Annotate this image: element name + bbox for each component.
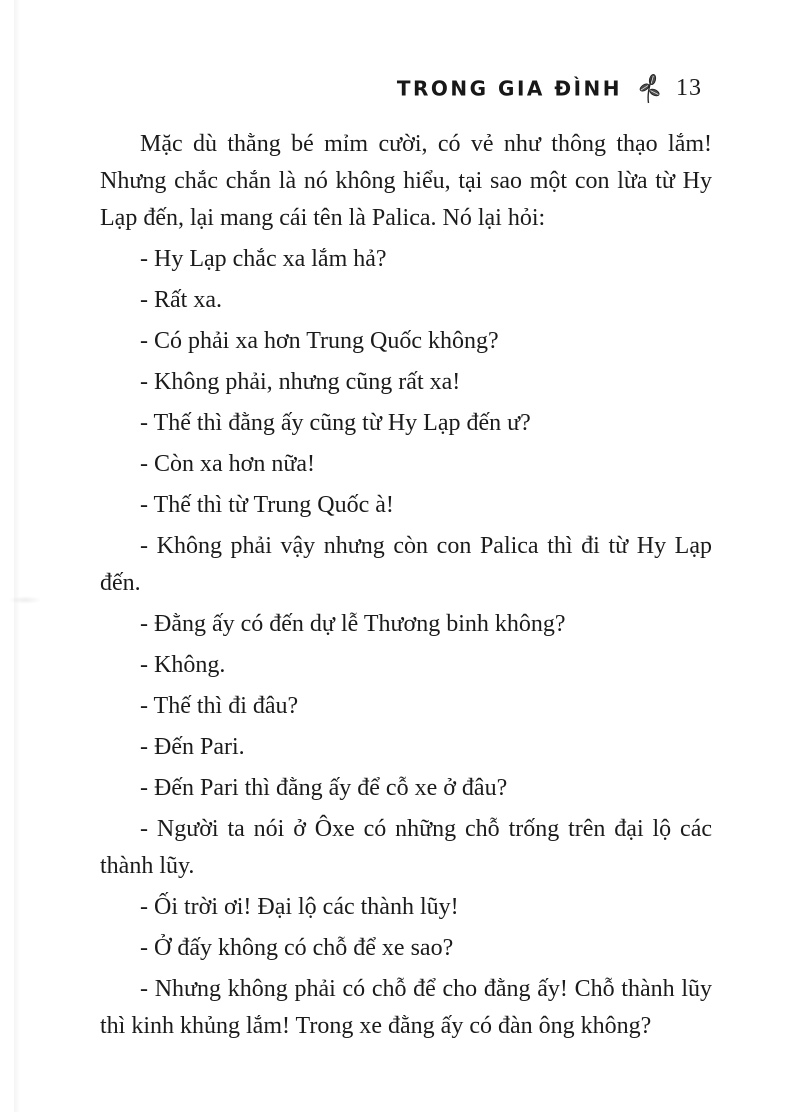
page-header: [397, 72, 702, 104]
paragraph: - Đằng ấy có đến dự lễ Thương binh không?: [140, 611, 566, 637]
paragraph: - Không phải, nhưng cũng rất xa!: [140, 369, 461, 395]
scan-smudge: [8, 596, 42, 604]
paragraph: - Có phải xa hơn Trung Quốc không?: [140, 328, 499, 354]
page-number: 13: [676, 74, 702, 101]
paragraph: - Người ta nói ở Ôxe có những chỗ trống trên đại lộ các thành lũy.: [100, 816, 712, 879]
paragraph: - Còn xa hơn nữa!: [140, 451, 315, 477]
paragraph: - Thế thì từ Trung Quốc à!: [140, 492, 394, 518]
paragraph: - Thế thì đằng ấy cũng từ Hy Lạp đến ư?: [140, 410, 531, 436]
page-body: [100, 126, 712, 1049]
paragraph: - Đến Pari.: [140, 734, 245, 760]
paragraph: - Đến Pari thì đằng ấy để cỗ xe ở đâu?: [140, 775, 508, 801]
paragraph: - Ối trời ơi! Đại lộ các thành lũy!: [140, 894, 459, 920]
paragraph: - Nhưng không phải có chỗ để cho đằng ấy! Chỗ thành lũy thì kinh khủng lắm! Trong xe đằng ấy có đàn ông không?: [100, 976, 712, 1039]
paragraph: - Không.: [140, 652, 226, 678]
paragraph: - Không phải vậy nhưng còn con Palica thì đi từ Hy Lạp đến.: [100, 533, 712, 596]
running-head-title: TRONG GIA ĐÌNH: [396, 75, 622, 101]
paragraph: - Hy Lạp chắc xa lắm hả?: [140, 246, 387, 272]
paragraph: - Rất xa.: [140, 287, 222, 313]
paragraph: - Ở đấy không có chỗ để xe sao?: [140, 935, 454, 961]
page-left-edge-shadow: [14, 0, 20, 1112]
paragraph: - Thế thì đi đâu?: [140, 693, 299, 719]
leaf-sprig-icon: [638, 74, 660, 104]
paragraph: Mặc dù thằng bé mỉm cười, có vẻ như thông thạo lắm! Nhưng chắc chắn là nó không hiểu, tại sao một con lừa từ Hy Lạp đến, lại mang cái tên là Palica. Nó lại hỏi:: [100, 131, 712, 231]
